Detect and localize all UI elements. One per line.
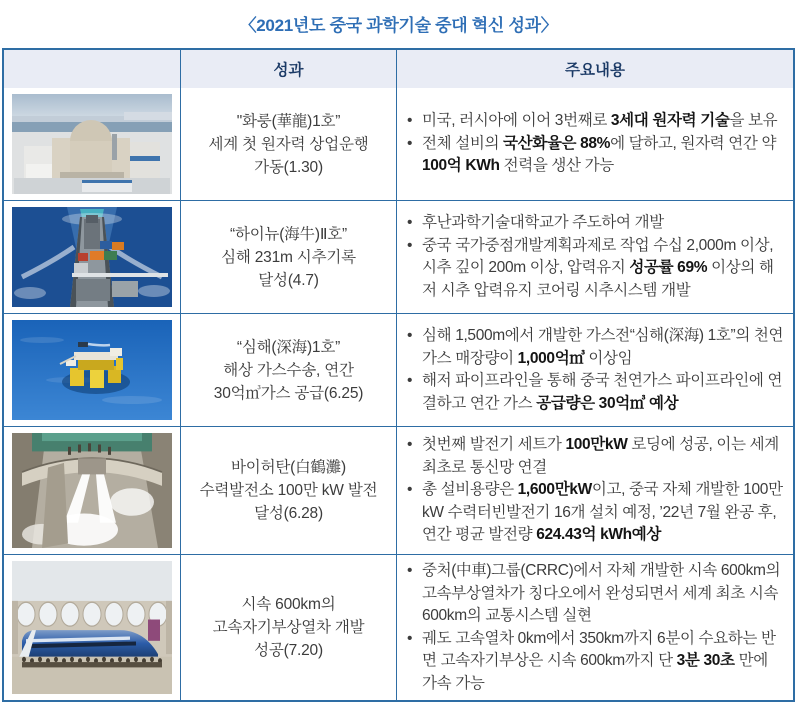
achievement-line: 30억㎥가스 공급(6.25) (213, 384, 364, 402)
hydropower-dam-photo (12, 433, 172, 548)
details-bullet-list (401, 212, 785, 302)
achievements-table (2, 48, 795, 702)
details-bullet: • 심해 1,500m에서 개발한 가스전“심해(深海) 1호”의 천연가스 매장량이 1,000억㎥ 이상임 (401, 325, 785, 370)
achievement-cell (180, 555, 396, 700)
achievement-line: "화룽(華龍)1호” (236, 112, 341, 130)
achievement-line: 시속 600km의 (241, 596, 336, 613)
achievement-line: 수력발전소 100만 kW 발전 (199, 482, 378, 499)
nuclear-plant-photo (12, 94, 172, 194)
maglev-train-photo (12, 561, 172, 694)
table-row (4, 200, 793, 313)
achievement-line: 고속자기부상열차 개발 (212, 619, 365, 636)
details-cell (396, 201, 793, 313)
achievement-line: 심해 231m 시추기록 (221, 248, 356, 266)
achievement-line: 세계 첫 원자력 상업운행 (208, 135, 369, 153)
achievement-line: “심해(深海)1호” (236, 338, 341, 356)
details-bullet: • 중국 국가중점개발계획과제로 작업 수십 2,000m 이상, 시추 깊이 200m 이상, 압력유지 성공률 69% 이상의 해저 시추 압력유지 코어링 시추시스템 개발 (401, 235, 785, 303)
achievement-cell (180, 88, 396, 200)
table-body (4, 88, 793, 700)
drilling-ship-photo (12, 207, 172, 307)
details-bullet: • 총 설비용량은 1,600만kW이고, 중국 자체 개발한 100만kW 수력터빈발전기 16개 설치 예정, ’22년 7월 완공 후, 연간 평균 발전량 624.43억 kWh예상 (401, 479, 785, 547)
details-bullet: • 중처(中車)그룹(CRRC)에서 자체 개발한 시속 600km의 고속부상열차가 칭다오에서 완성되면서 세계 최초 시속 600km의 교통시스템 실현 (401, 560, 785, 628)
details-bullet-list (401, 560, 785, 695)
photo-cell (4, 88, 180, 200)
table-row (4, 88, 793, 200)
achievement-line: 달성(6.28) (254, 505, 323, 522)
header-photo-column (4, 50, 180, 88)
photo-cell (4, 555, 180, 700)
details-bullet: • 궤도 고속열차 0km에서 350km까지 6분이 수요하는 반면 고속자기부상은 시속 600km까지 단 3분 30초 만에 가속 가능 (401, 628, 785, 696)
header-achievement: 성과 (180, 50, 396, 88)
details-bullet-list (401, 434, 785, 547)
details-cell (396, 555, 793, 700)
details-cell (396, 88, 793, 200)
achievement-line: 바이허탄(白鶴灘) (231, 459, 346, 476)
photo-cell (4, 201, 180, 313)
details-bullet: • 해저 파이프라인을 통해 중국 천연가스 파이프라인에 연결하고 연간 가스 공급량은 30억㎥ 예상 (401, 370, 785, 415)
offshore-gas-platform-photo (12, 320, 172, 420)
details-bullet-list (401, 325, 785, 415)
achievement-line: 해상 가스수송, 연간 (223, 361, 354, 379)
achievement-line: 성공(7.20) (254, 642, 323, 659)
table-row (4, 313, 793, 426)
photo-cell (4, 314, 180, 426)
details-bullet: • 첫번째 발전기 세트가 100만kW 로딩에 성공, 이는 세계 최초로 통신망 연결 (401, 434, 785, 479)
achievement-line: 달성(4.7) (258, 271, 319, 289)
table-row (4, 426, 793, 554)
achievement-cell (180, 201, 396, 313)
details-bullet: • 후난과학기술대학교가 주도하여 개발 (401, 212, 785, 235)
achievement-line: “하이뉴(海牛)Ⅱ호” (230, 225, 347, 243)
table-row (4, 554, 793, 700)
details-bullet-list (401, 110, 785, 178)
page-title: 〈2021년도 중국 과학기술 중대 혁신 성과〉 (239, 16, 558, 35)
photo-cell (4, 427, 180, 554)
details-cell (396, 427, 793, 554)
details-cell (396, 314, 793, 426)
header-details: 주요내용 (396, 50, 793, 88)
achievement-cell (180, 427, 396, 554)
achievement-line: 가동(1.30) (254, 158, 323, 176)
details-bullet: • 전체 설비의 국산화율은 88%에 달하고, 원자력 연간 약 100억 KWh 전력을 생산 가능 (401, 133, 785, 178)
achievement-cell (180, 314, 396, 426)
table-header-row (4, 50, 793, 88)
details-bullet: • 미국, 러시아에 이어 3번째로 3세대 원자력 기술을 보유 (401, 110, 785, 133)
